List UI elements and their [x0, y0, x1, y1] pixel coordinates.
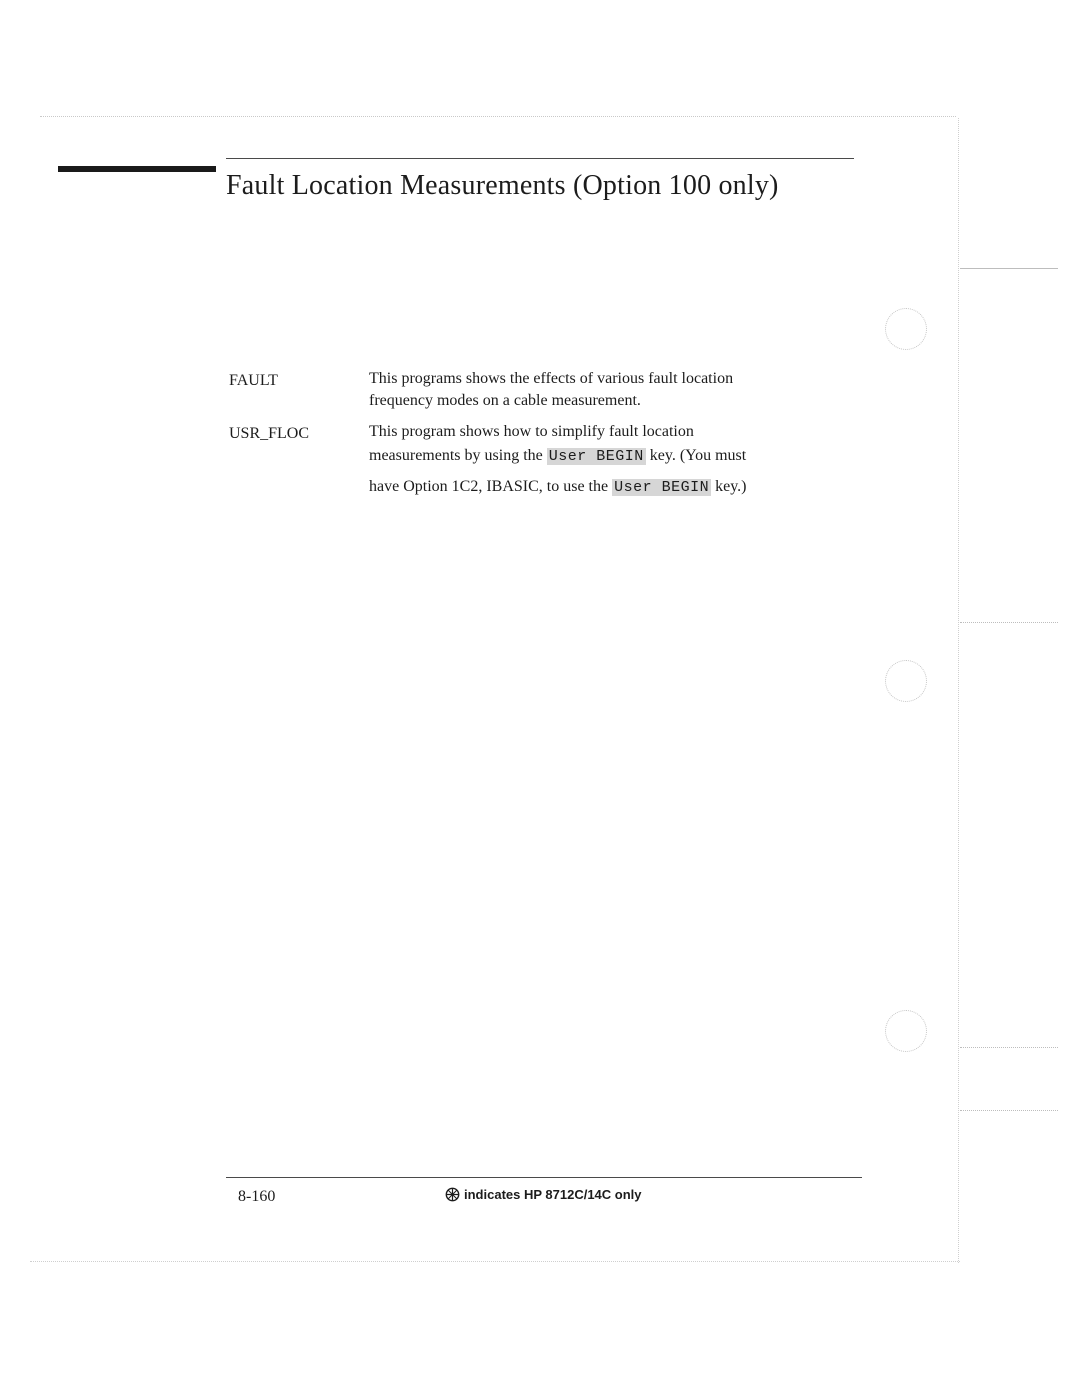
section-marker-bar: [58, 166, 216, 172]
page-number: 8-160: [238, 1188, 276, 1205]
scan-edge-bottom: [30, 1261, 960, 1262]
tab-divider-line: [960, 1047, 1058, 1048]
tab-divider-line: [960, 622, 1058, 623]
hp-8712c-14c-icon: [445, 1187, 460, 1202]
description-text: key.): [711, 478, 747, 495]
program-description-line: [369, 477, 747, 498]
description-text: This program shows how to simplify fault location: [369, 423, 694, 440]
user-begin-key: User BEGIN: [614, 479, 710, 496]
program-description-line: [369, 391, 641, 411]
program-description-line: [369, 446, 746, 467]
program-description-line: [369, 422, 694, 442]
footer-note: [445, 1187, 642, 1202]
footer-note-text: indicates HP 8712C/14C only: [464, 1187, 642, 1202]
tab-divider-line: [960, 1110, 1058, 1111]
description-text: measurements by using the: [369, 447, 547, 464]
description-text: key. (You must: [645, 447, 747, 464]
program-name-fault: FAULT: [229, 372, 278, 389]
binder-hole: [885, 660, 927, 702]
scan-edge-top: [40, 116, 956, 117]
program-description-line: [369, 369, 733, 389]
description-text: This programs shows the effects of various fault location: [369, 370, 734, 387]
user-begin-key: User BEGIN: [548, 448, 644, 465]
binder-hole: [885, 1010, 927, 1052]
page-title: Fault Location Measurements (Option 100 only): [226, 170, 779, 201]
description-text: frequency modes on a cable measurement.: [369, 392, 641, 409]
tab-divider-line: [960, 268, 1058, 269]
header-rule: [226, 158, 854, 159]
description-text: have Option 1C2, IBASIC, to use the: [369, 478, 613, 495]
footer-rule: [226, 1177, 862, 1178]
binder-hole: [885, 308, 927, 350]
program-name-usr-floc: USR_FLOC: [229, 425, 310, 442]
scan-edge-right: [958, 118, 959, 1263]
